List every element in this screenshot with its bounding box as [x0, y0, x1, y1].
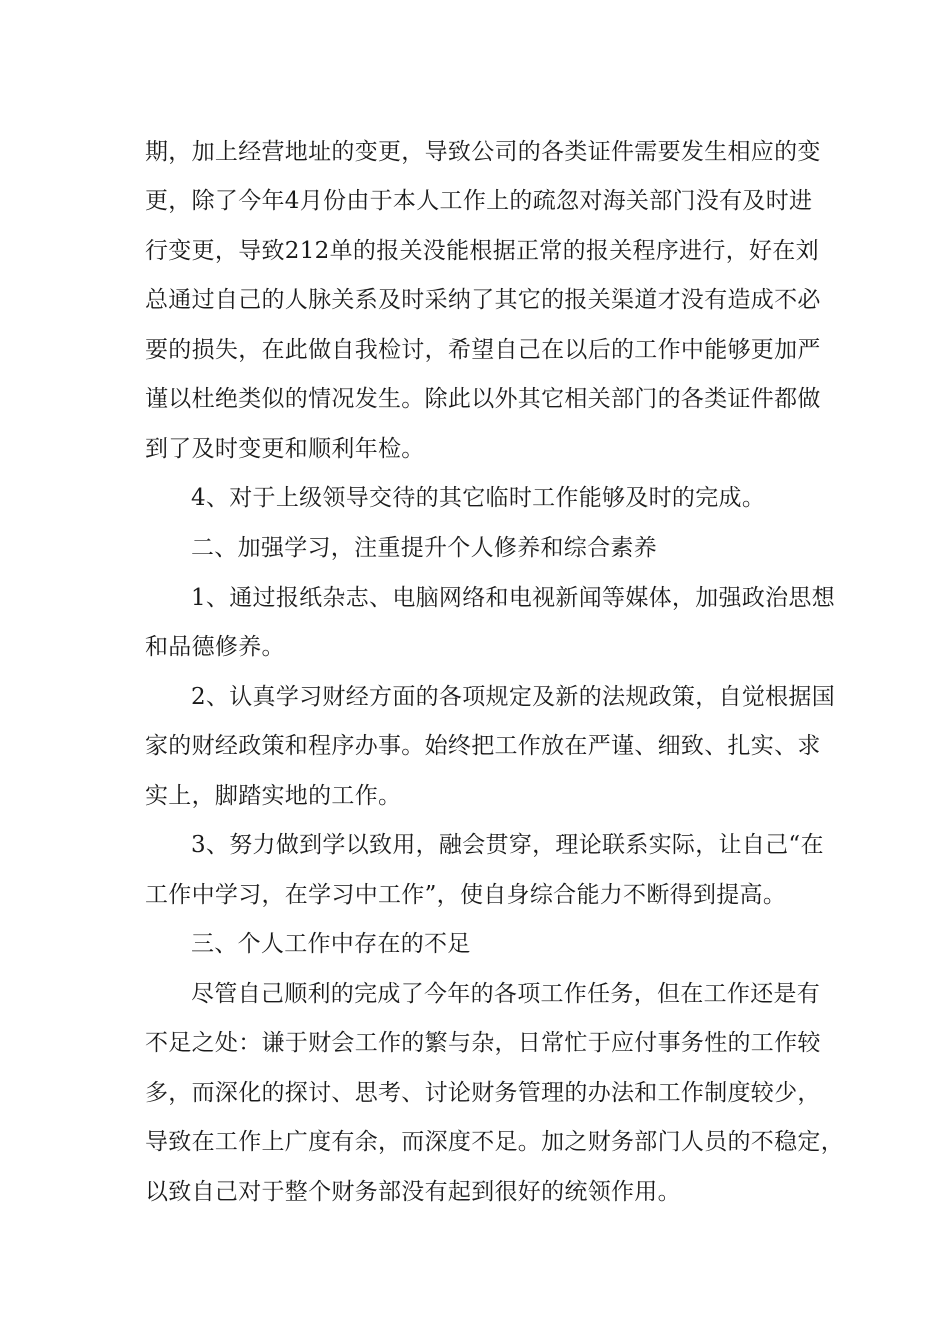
paragraph-start: 尽管自己顺利的完成了今年的各项工作任务，但在工作还是有: [191, 981, 821, 1007]
text-line: 不足之处：谦于财会工作的繁与杂，日常忙于应付事务性的工作较: [145, 1030, 821, 1056]
list-item-4: 4、对于上级领导交待的其它临时工作能够及时的完成。: [191, 485, 766, 511]
text-line: 工作中学习，在学习中工作”，使自身综合能力不断得到提高。: [145, 882, 787, 908]
text-line: 更，除了今年4月份由于本人工作上的疏忽对海关部门没有及时进: [145, 188, 813, 214]
section-heading-3: 三、个人工作中存在的不足: [191, 931, 471, 957]
text-line: 多，而深化的探讨、思考、讨论财务管理的办法和工作制度较少，: [145, 1080, 821, 1106]
list-item-3: 3、努力做到学以致用，融会贯穿，理论联系实际，让自己“在: [191, 832, 824, 858]
text-line: 总通过自己的人脉关系及时采纳了其它的报关渠道才没有造成不必: [145, 287, 821, 313]
text-line: 行变更，导致212单的报关没能根据正常的报关程序进行，好在刘: [145, 238, 819, 264]
text-line: 以致自己对于整个财务部没有起到很好的统领作用。: [145, 1179, 681, 1205]
section-heading-2: 二、加强学习，注重提升个人修养和综合素养: [191, 535, 657, 561]
text-line: 要的损失，在此做自我检讨，希望自己在以后的工作中能够更加严: [145, 337, 821, 363]
text-line: 谨以杜绝类似的情况发生。除此以外其它相关部门的各类证件都做: [145, 386, 821, 412]
text-line: 导致在工作上广度有余，而深度不足。加之财务部门人员的不稳定，: [145, 1129, 844, 1155]
text-line: 家的财经政策和程序办事。始终把工作放在严谨、细致、扎实、求: [145, 733, 821, 759]
list-item-2: 2、认真学习财经方面的各项规定及新的法规政策，自觉根据国: [191, 684, 836, 710]
text-line: 实上，脚踏实地的工作。: [145, 783, 402, 809]
text-line: 期，加上经营地址的变更，导致公司的各类证件需要发生相应的变: [145, 139, 821, 165]
text-line: 到了及时变更和顺利年检。: [145, 436, 425, 462]
text-line: 和品德修养。: [145, 634, 285, 660]
list-item-1: 1、通过报纸杂志、电脑网络和电视新闻等媒体，加强政治思想: [191, 585, 836, 611]
